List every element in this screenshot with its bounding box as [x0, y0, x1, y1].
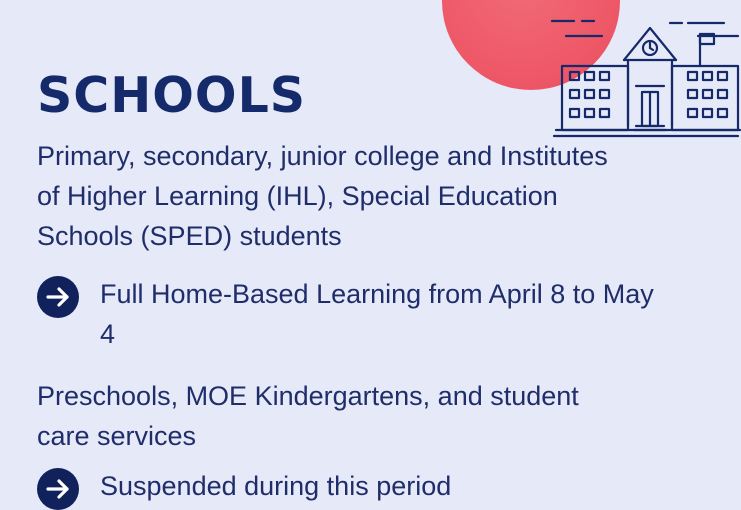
bullet-text: Full Home-Based Learning from April 8 to May 4	[100, 279, 654, 349]
section-description: Preschools, MOE Kindergartens, and student care services	[37, 381, 579, 451]
bullet-text: Suspended during this period	[100, 471, 452, 501]
page-title: SCHOOLS	[37, 67, 307, 124]
school-building-icon	[548, 14, 741, 140]
arrow-right-icon	[37, 276, 79, 318]
section-description: Primary, secondary, junior college and Institutes of Higher Learning (IHL), Special Education Schools (SPED) students	[37, 141, 608, 251]
arrow-right-icon	[37, 468, 79, 510]
